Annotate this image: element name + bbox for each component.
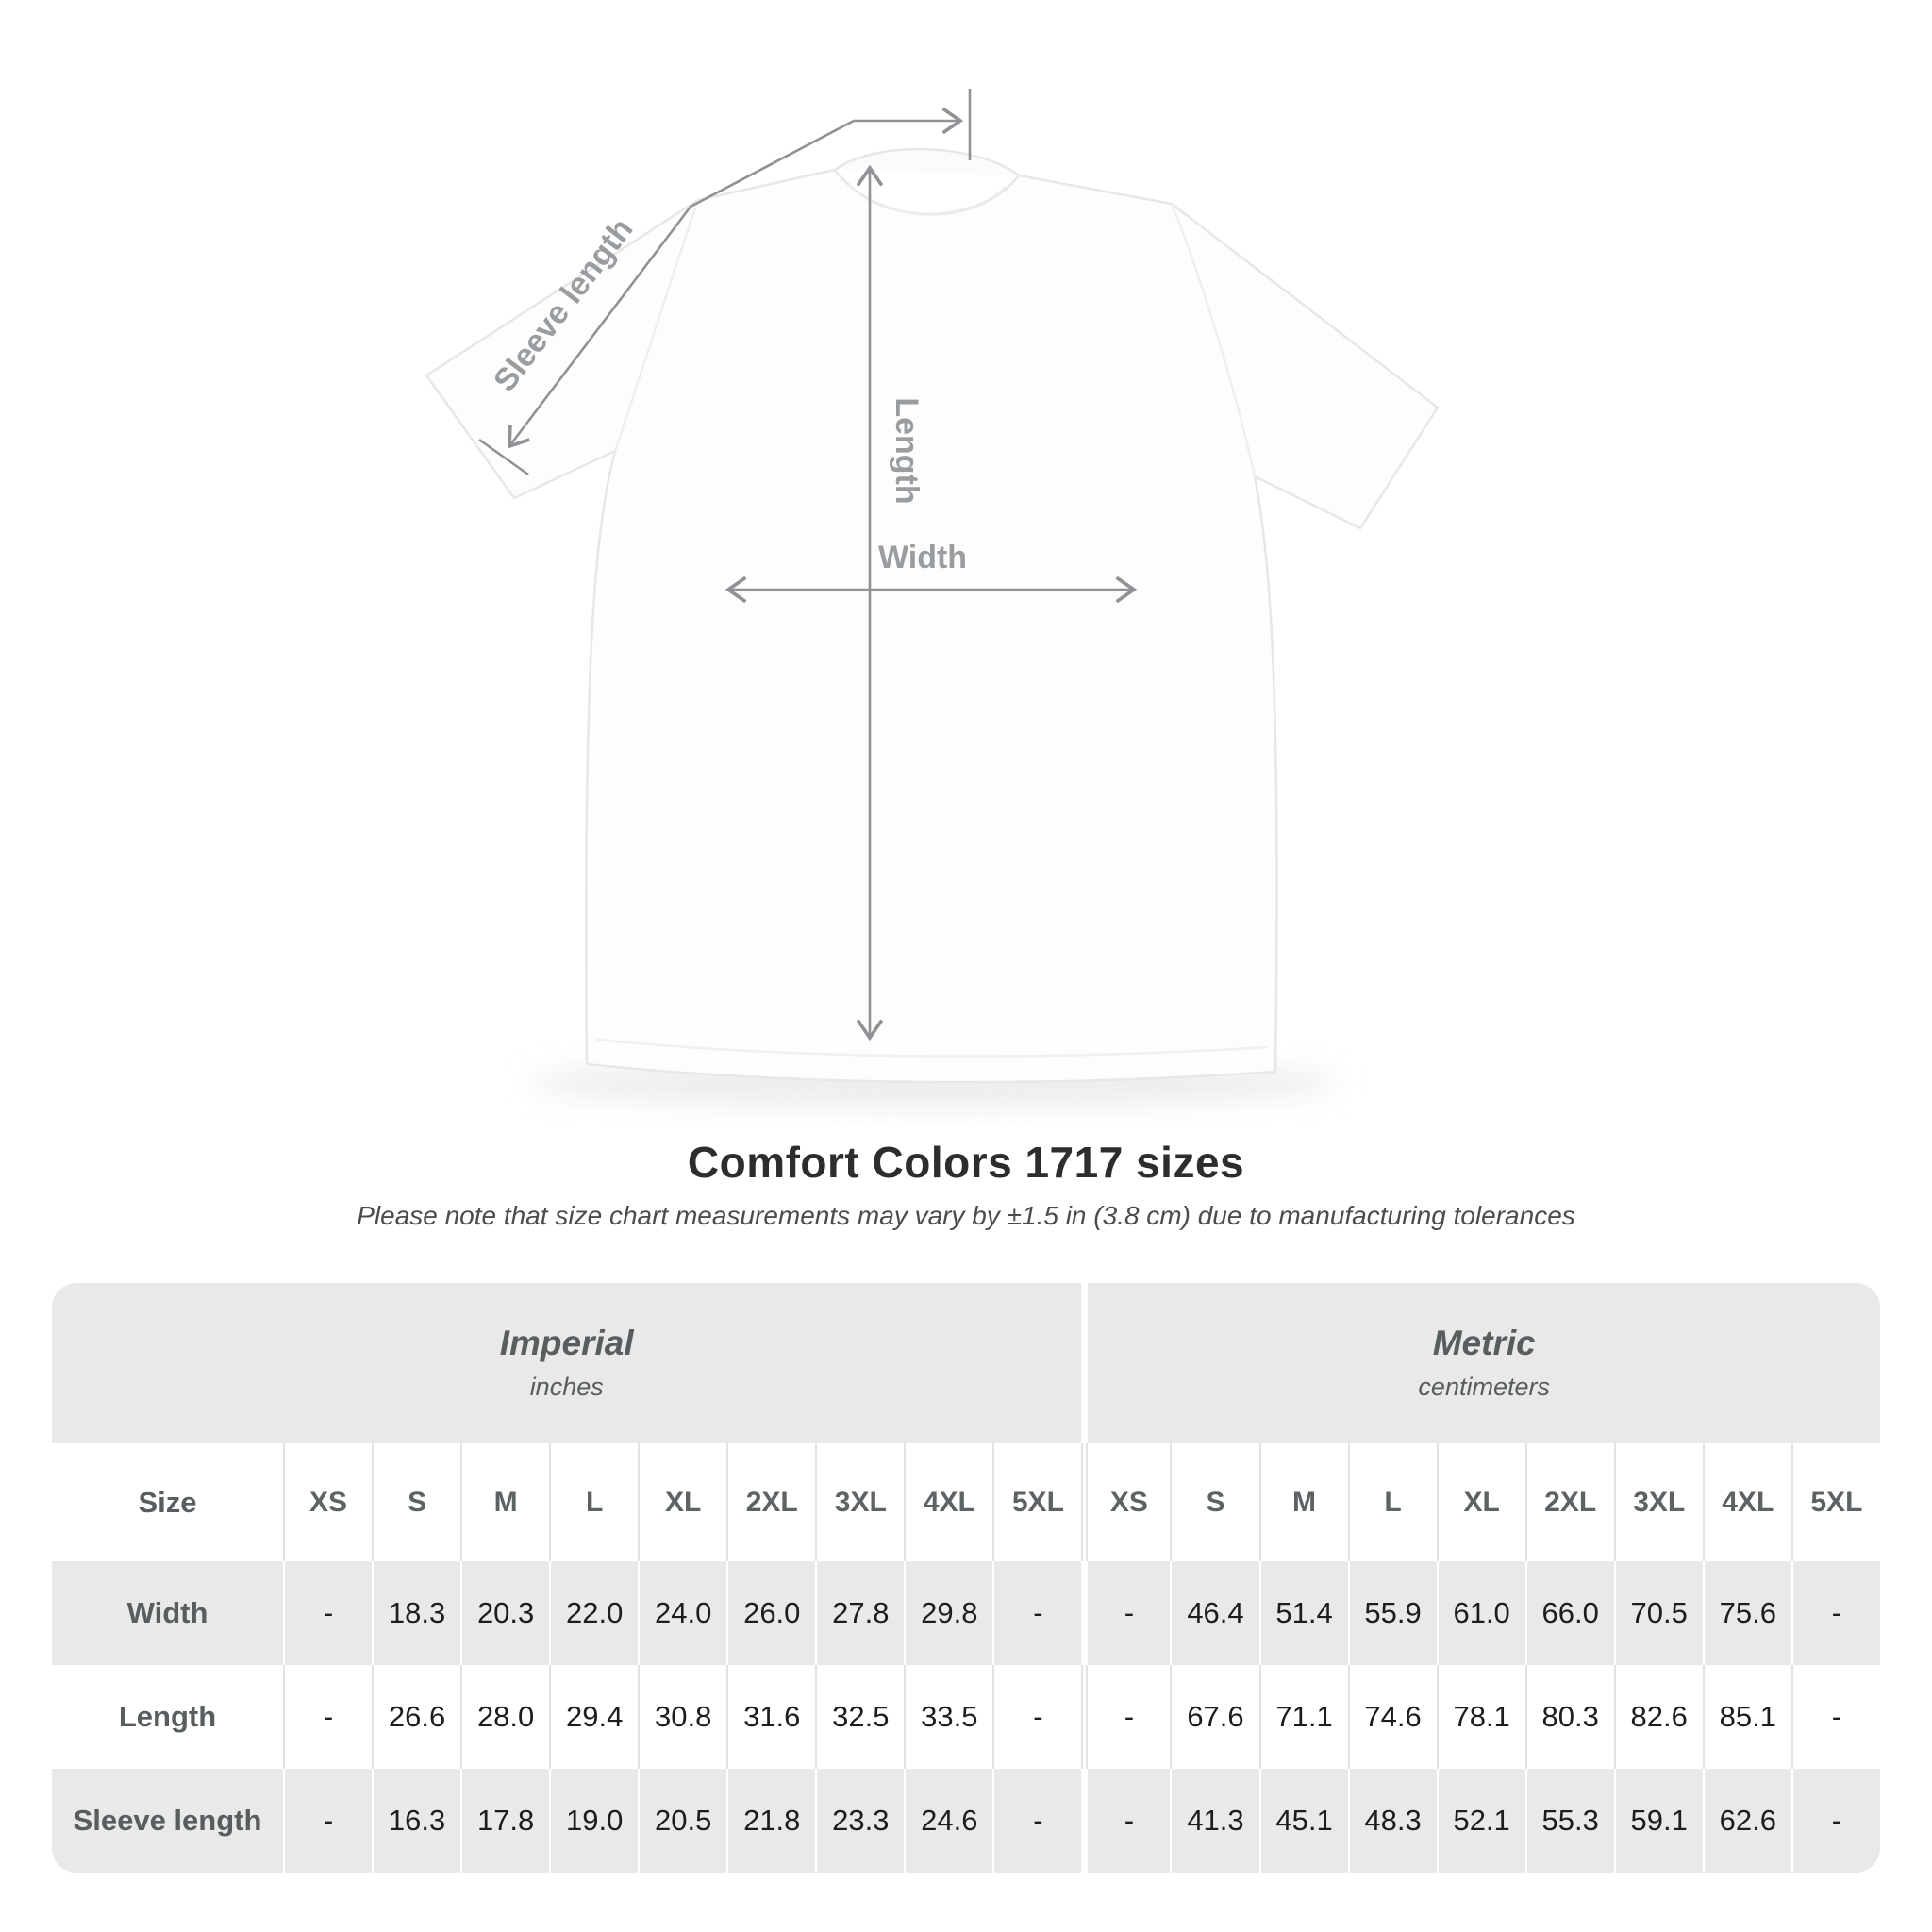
table-cell: 48.3: [1348, 1769, 1437, 1873]
table-cell: 31.6: [726, 1665, 815, 1769]
table-cell: 74.6: [1348, 1665, 1437, 1769]
size-header: 4XL: [1703, 1443, 1791, 1561]
page-title: Comfort Colors 1717 sizes: [687, 1138, 1245, 1187]
table-cell: 24.6: [904, 1769, 992, 1873]
table-cell: 19.0: [549, 1769, 638, 1873]
table-cell: 28.0: [460, 1665, 549, 1769]
table-cell: 41.3: [1170, 1769, 1258, 1873]
size-header: 3XL: [1614, 1443, 1703, 1561]
table-cell: 23.3: [815, 1769, 904, 1873]
row-label: Width: [52, 1561, 283, 1665]
size-col-header: Size: [52, 1443, 283, 1561]
table-cell: -: [1081, 1665, 1170, 1769]
imperial-unit: inches: [529, 1372, 604, 1401]
unit-group-header-row: [52, 1283, 1880, 1443]
size-header: S: [1170, 1443, 1258, 1561]
size-chart-table: [52, 1283, 1880, 1873]
size-header: 5XL: [992, 1443, 1081, 1561]
table-cell: 75.6: [1703, 1561, 1791, 1665]
table-cell: -: [992, 1769, 1081, 1873]
table-cell: 62.6: [1703, 1769, 1791, 1873]
imperial-label: Imperial: [499, 1324, 634, 1363]
row-label: Sleeve length: [52, 1769, 283, 1873]
metric-label: Metric: [1432, 1324, 1536, 1363]
table-cell: 18.3: [372, 1561, 460, 1665]
table-cell: 17.8: [460, 1769, 549, 1873]
size-header: L: [549, 1443, 638, 1561]
size-header: 2XL: [726, 1443, 815, 1561]
size-header: 3XL: [815, 1443, 904, 1561]
table-cell: 26.6: [372, 1665, 460, 1769]
table-cell: 66.0: [1525, 1561, 1614, 1665]
size-header: 5XL: [1791, 1443, 1880, 1561]
size-header: 4XL: [904, 1443, 992, 1561]
sleeve-length-label: Sleeve length: [486, 211, 641, 399]
size-header: XS: [283, 1443, 372, 1561]
imperial-group-header: [52, 1283, 1081, 1443]
table-cell: -: [1791, 1665, 1880, 1769]
table-cell: -: [1791, 1561, 1880, 1665]
size-header: L: [1348, 1443, 1437, 1561]
table-cell: 27.8: [815, 1561, 904, 1665]
size-header: XS: [1081, 1443, 1170, 1561]
table-cell: 45.1: [1259, 1769, 1348, 1873]
table-cell: -: [1081, 1561, 1170, 1665]
table-cell: 33.5: [904, 1665, 992, 1769]
size-header: M: [1259, 1443, 1348, 1561]
table-cell: 20.5: [638, 1769, 726, 1873]
metric-group-header: [1081, 1283, 1880, 1443]
table-cell: 51.4: [1259, 1561, 1348, 1665]
table-cell: 21.8: [726, 1769, 815, 1873]
table-cell: 20.3: [460, 1561, 549, 1665]
table-cell: 67.6: [1170, 1665, 1258, 1769]
table-cell: -: [1081, 1769, 1170, 1873]
row-label: Length: [52, 1665, 283, 1769]
table-cell: -: [283, 1665, 372, 1769]
table-cell: 30.8: [638, 1665, 726, 1769]
table-cell: 24.0: [638, 1561, 726, 1665]
table-cell: 16.3: [372, 1769, 460, 1873]
table-cell: 29.8: [904, 1561, 992, 1665]
table-cell: 22.0: [549, 1561, 638, 1665]
table-cell: -: [283, 1769, 372, 1873]
table-cell: 55.9: [1348, 1561, 1437, 1665]
table-cell: -: [283, 1561, 372, 1665]
table-cell: 32.5: [815, 1665, 904, 1769]
length-row: [52, 1665, 1880, 1769]
table-cell: -: [992, 1561, 1081, 1665]
table-cell: 59.1: [1614, 1769, 1703, 1873]
table-cell: -: [1791, 1769, 1880, 1873]
table-cell: 29.4: [549, 1665, 638, 1769]
table-cell: 46.4: [1170, 1561, 1258, 1665]
metric-unit: centimeters: [1418, 1372, 1550, 1401]
size-header: 2XL: [1525, 1443, 1614, 1561]
table-cell: 82.6: [1614, 1665, 1703, 1769]
table-cell: 78.1: [1437, 1665, 1525, 1769]
table-cell: 52.1: [1437, 1769, 1525, 1873]
size-header: S: [372, 1443, 460, 1561]
size-header-row: [52, 1443, 1880, 1561]
table-cell: 85.1: [1703, 1665, 1791, 1769]
size-header: M: [460, 1443, 549, 1561]
table-cell: 26.0: [726, 1561, 815, 1665]
sleeve-length-row: [52, 1769, 1880, 1873]
width-row: [52, 1561, 1880, 1665]
table-cell: 70.5: [1614, 1561, 1703, 1665]
table-cell: 80.3: [1525, 1665, 1614, 1769]
size-header: XL: [1437, 1443, 1525, 1561]
length-label: Length: [889, 397, 924, 505]
page-subtitle: Please note that size chart measurements may vary by ±1.5 in (3.8 cm) due to manufacturing tolerances: [357, 1201, 1575, 1230]
table-cell: 55.3: [1525, 1769, 1614, 1873]
width-label: Width: [877, 540, 968, 575]
table-cell: 61.0: [1437, 1561, 1525, 1665]
table-cell: -: [992, 1665, 1081, 1769]
size-header: XL: [638, 1443, 726, 1561]
table-cell: 71.1: [1259, 1665, 1348, 1769]
